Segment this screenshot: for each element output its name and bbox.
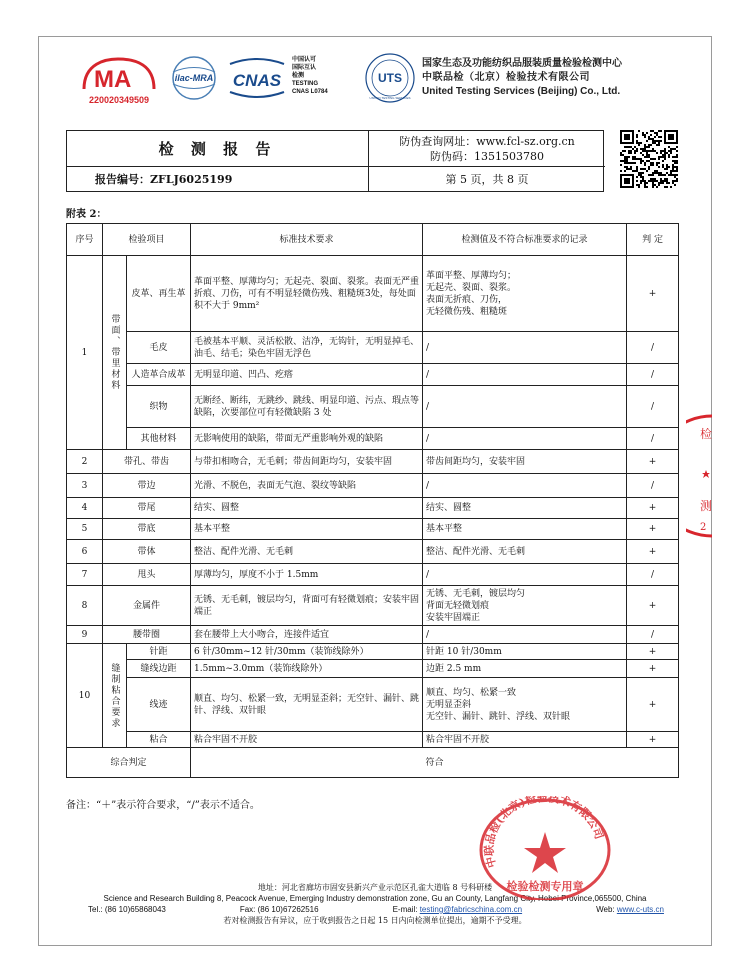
table-row [67,732,679,748]
result-cell [423,498,627,519]
verdict-cell: + [627,644,679,660]
table-row [67,364,679,386]
verdict-cell: + [627,519,679,540]
summary-row [67,748,679,778]
result-line: / [426,480,430,491]
summary-value: 符合 [191,748,679,778]
ilac-mark: ilac-MRA [174,73,214,83]
row-item: 带底 [103,519,191,540]
anti-fake-info [369,131,605,167]
table-row [67,428,679,450]
sub-item: 皮革、再生革 [127,256,191,332]
result-cell [423,626,627,644]
sub-item: 粘合 [127,732,191,748]
result-line: 带齿间距均匀，安装牢固 [426,456,526,467]
report-number: 报告编号：ZFLJ6025199 [67,167,369,192]
row-item: 带尾 [103,498,191,519]
row-item: 带体 [103,540,191,564]
row-item: 带边 [103,474,191,498]
result-cell [423,474,627,498]
col-standard: 标准技术要求 [191,224,423,256]
group-label [103,256,127,450]
official-stamp [476,796,614,900]
table-caption: 附表 2： [66,209,107,220]
org-name-block [422,57,712,99]
standard-cell: 无锈、无毛刺，镀层均匀，背面可有轻微划痕；安装牢固端正 [191,586,423,626]
verdict-cell: + [627,660,679,678]
result-cell [423,450,627,474]
standard-cell: 结实、圆整 [191,498,423,519]
table-row [67,644,679,660]
sub-item: 缝线边距 [127,660,191,678]
result-line: / [426,569,430,580]
table-row [67,586,679,626]
row-seq: 3 [67,474,103,498]
table-row [67,450,679,474]
result-line: 无明显歪斜 [426,699,472,710]
row-seq: 5 [67,519,103,540]
result-cell [423,586,627,626]
table-row [67,474,679,498]
stamp-bottom-text: 检验检测专用章 [506,880,584,893]
footer-tel: Tel.: (86 10)65868043 [88,905,166,914]
stamp-star-icon [524,832,566,873]
row-seq: 7 [67,564,103,586]
cma-number: 220020349509 [88,95,150,105]
result-cell [423,644,627,660]
group-label-text: 缝制粘合要求 [109,662,120,729]
table-row [67,498,679,519]
standard-cell: 整洁、配件光滑、无毛刺 [191,540,423,564]
verdict-cell: + [627,678,679,732]
table-row [67,519,679,540]
col-result: 检测值及不符合标准要求的记录 [423,224,627,256]
standard-cell: 革面平整、厚薄均匀；无起壳、裂面、裂浆。表面无严重折痕、刀伤，可有不明显轻微伤残、粗糙斑3处，每处面积不大于 9mm² [191,256,423,332]
result-line: / [426,629,430,640]
result-cell [423,428,627,450]
cnas-desc-2: 国际互认 [292,65,317,71]
result-line: 顺直、均匀、松紧一致 [426,687,517,698]
cma-logo [78,55,160,107]
side-stamp [686,412,712,540]
row-seq: 10 [67,644,103,748]
result-cell [423,660,627,678]
row-item: 腰带圈 [103,626,191,644]
row-item: 甩头 [103,564,191,586]
standard-cell: 套在腰带上大小吻合，连接件适宜 [191,626,423,644]
result-line: / [426,369,430,380]
result-line: / [426,342,430,353]
result-line: 安装牢固端正 [426,612,481,623]
report-title: 检 测 报 告 [67,131,369,167]
side-stamp-char-2: 测 [700,499,712,513]
cnas-logo [226,56,288,100]
ilac-mra-logo [166,55,222,101]
table-row [67,332,679,364]
row-item: 金属件 [103,586,191,626]
result-cell [423,678,627,732]
footer-disclaimer: 若对检测报告有异议，应于收到报告之日起 15 日内向检测单位提出，逾期不予受理。 [223,916,527,925]
uts-logo [364,52,416,104]
anti-fake-query-url: 防伪查询网址：www.fcl-sz.org.cn [399,135,575,148]
footer-email-link[interactable]: testing@fabricschina.com.cn [419,905,523,914]
qr-code [620,130,678,188]
side-stamp-char-3: 2 [700,522,707,533]
col-item: 检验项目 [103,224,191,256]
footer-address-cn: 地址：河北省廊坊市固安县新兴产业示范区孔雀大道临 8 号科研楼 [257,883,493,892]
result-line: 基本平整 [426,524,463,534]
org-line-3: United Testing Services (Beijing) Co., Ltd. [422,86,621,97]
standard-cell: 厚薄均匀，厚度不小于 1.5mm [191,564,423,586]
verdict-cell: + [627,256,679,332]
standard-cell: 光滑、不脱色，表面无气泡、裂纹等缺陷 [191,474,423,498]
footer-web-link[interactable]: www.c-uts.cn [616,905,664,914]
footer-web-label: Web: [596,905,617,914]
footer-web-block [596,904,664,915]
standard-cell: 与带扣相吻合，无毛刺；带齿间距均匀，安装牢固 [191,450,423,474]
verdict-cell: + [627,540,679,564]
result-line: / [426,401,430,412]
anti-fake-code: 防伪码：1351503780 [430,150,544,163]
report-header-box [66,130,604,192]
row-seq: 6 [67,540,103,564]
stamp-ring-text: 中联品检(北京)检验技术有限公司 [482,796,606,870]
result-line: 表面无折痕、刀伤， [426,294,508,305]
verdict-cell: / [627,564,679,586]
sub-item: 织物 [127,386,191,428]
footer-contacts [38,904,712,915]
verdict-cell: + [627,732,679,748]
summary-label: 综合判定 [67,748,191,778]
standard-cell: 基本平整 [191,519,423,540]
result-cell [423,386,627,428]
org-line-2: 中联品检（北京）检验技术有限公司 [422,72,590,83]
row-seq: 1 [67,256,103,450]
verdict-cell: / [627,428,679,450]
verdict-cell: / [627,386,679,428]
standard-cell: 1.5mm~3.0mm（装饰线除外） [191,660,423,678]
result-line: 无起壳、裂面、裂浆。 [426,282,517,293]
sub-item: 人造革合成革 [127,364,191,386]
result-cell [423,256,627,332]
org-line-1: 国家生态及功能纺织品服装质量检验检测中心 [422,58,622,69]
sub-item: 线迹 [127,678,191,732]
result-cell [423,540,627,564]
standard-cell: 顺直、均匀、松紧一致，无明显歪斜；无空针、漏针、跳针、浮线、双针眼 [191,678,423,732]
result-cell [423,564,627,586]
table-row [67,626,679,644]
result-line: 结实、圆整 [426,503,472,513]
result-cell [423,732,627,748]
cma-mark: MA [94,66,132,93]
table-row [67,678,679,732]
footer-address-en: Science and Research Building 8, Peacock Avenue, Emerging Industry demonstration zone, Gu an County, Langfang City, Hebei Province,065500, China [103,894,647,903]
table-row [67,540,679,564]
side-stamp-star-icon [702,470,710,478]
standard-cell: 无明显印道、凹凸、疙瘩 [191,364,423,386]
row-seq: 4 [67,498,103,519]
result-line: 无锈、无毛刺，镀层均匀 [426,588,526,599]
cnas-desc-4: TESTING [292,81,319,87]
standard-cell: 无影响使用的缺陷，带面无严重影响外观的缺陷 [191,428,423,450]
result-line: 针距 10 针/30mm [426,646,502,657]
group-label [103,644,127,748]
result-line: / [426,433,430,444]
result-line: 背面无轻微划痕 [426,600,490,611]
group-label-text: 带面、带里材料 [109,314,120,391]
cnas-desc-5: CNAS L0784 [292,89,328,95]
standard-cell: 无断经、断纬，无跳纱、跳线、明显印道、污点、瑕点等缺陷，次要部位可有轻微缺陷 3 处 [191,386,423,428]
result-cell [423,332,627,364]
sub-item: 针距 [127,644,191,660]
col-verdict: 判 定 [627,224,679,256]
result-cell [423,364,627,386]
footer-email-label: E-mail: [392,905,420,914]
cnas-desc-1: 中国认可 [292,57,317,63]
uts-mark: UTS [378,71,402,85]
table-row [67,386,679,428]
uts-ring-text: UNITED TESTING SERVICES [369,96,411,100]
result-line: 边距 2.5 mm [426,663,482,674]
result-cell [423,519,627,540]
table-row [67,564,679,586]
row-seq: 8 [67,586,103,626]
result-line: 革面平整、厚薄均匀； [426,270,517,281]
footer-email-block [393,904,523,915]
page-info: 第 5 页，共 8 页 [445,173,529,186]
footer-fax: Fax: (86 10)67262516 [239,905,319,914]
verdict-cell: + [627,498,679,519]
row-seq: 2 [67,450,103,474]
verdict-cell: / [627,626,679,644]
cnas-mark: CNAS [232,71,282,90]
sub-item: 毛皮 [127,332,191,364]
result-line: 无轻微伤残、粗糙斑 [426,306,508,317]
cnas-desc-3: 检测 [292,73,305,79]
standard-cell: 毛被基本平顺、灵活松散、洁净，无钩针，无明显掉毛、油毛、结毛；染色牢固无浮色 [191,332,423,364]
verdict-cell: / [627,332,679,364]
cnas-description [292,56,352,96]
inspection-table [66,223,679,778]
verdict-cell: + [627,586,679,626]
side-stamp-char-1: 检 [700,427,712,441]
row-seq: 9 [67,626,103,644]
verdict-cell: / [627,474,679,498]
table-row [67,256,679,332]
table-row [67,660,679,678]
verdict-cell: / [627,364,679,386]
verdict-cell: + [627,450,679,474]
standard-cell: 粘合牢固不开胶 [191,732,423,748]
col-seq: 序号 [67,224,103,256]
row-item: 带孔、带齿 [103,450,191,474]
table-header-row [67,224,679,256]
result-line: 粘合牢固不开胶 [426,734,490,745]
standard-cell: 6 针/30mm~12 针/30mm（装饰线除外） [191,644,423,660]
remark-note: 备注：“＋”表示符合要求，“/”表示不适合。 [66,800,260,811]
result-line: 无空针、漏针、跳针、浮线、双针眼 [426,711,571,722]
result-line: 整洁、配件光滑、无毛刺 [426,546,526,557]
sub-item: 其他材料 [127,428,191,450]
